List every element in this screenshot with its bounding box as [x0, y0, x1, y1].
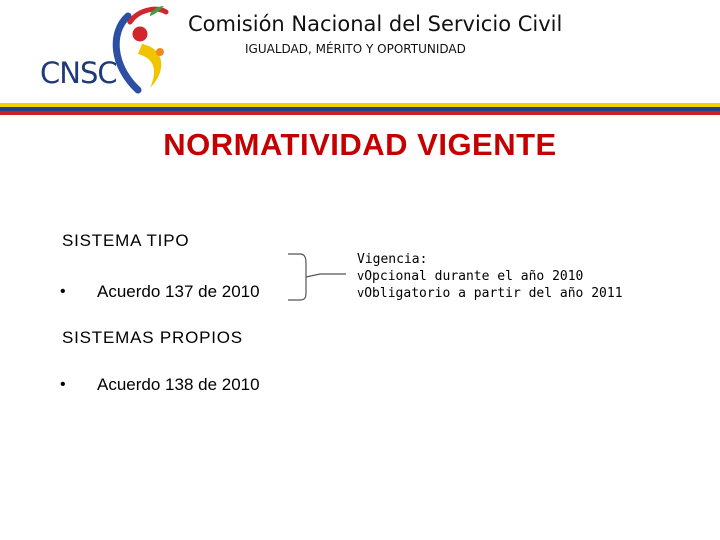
acuerdo-138-item: Acuerdo 138 de 2010: [97, 375, 260, 394]
org-motto: IGUALDAD, MÉRITO Y OPORTUNIDAD: [245, 42, 466, 56]
stripe-red: [0, 111, 720, 115]
acuerdo-137-item: Acuerdo 137 de 2010: [97, 282, 260, 301]
page-title: NORMATIVIDAD VIGENTE: [163, 127, 557, 162]
logo-text: CNSC: [40, 56, 117, 90]
bracket-connector: [286, 252, 348, 302]
vigencia-item-text: Obligatorio a partir del año 2011: [364, 286, 623, 301]
diamond-bullet-icon: v: [357, 269, 365, 283]
vigencia-item: [357, 268, 623, 285]
vigencia-block: [357, 251, 623, 302]
cnsc-logo: [38, 4, 173, 96]
vigencia-item-text: Opcional durante el año 2010: [364, 269, 584, 284]
vigencia-label: Vigencia:: [357, 252, 428, 267]
bullet-marker: •: [60, 376, 66, 393]
section-heading-sistema-tipo: SISTEMA TIPO: [62, 231, 190, 250]
org-name: Comisión Nacional del Servicio Civil: [188, 12, 563, 36]
section-heading-sistemas-propios: SISTEMAS PROPIOS: [62, 328, 243, 347]
vigencia-item: [357, 285, 623, 302]
diamond-bullet-icon: v: [357, 286, 365, 300]
flag-stripes: [0, 103, 720, 115]
bullet-marker: •: [60, 283, 66, 300]
